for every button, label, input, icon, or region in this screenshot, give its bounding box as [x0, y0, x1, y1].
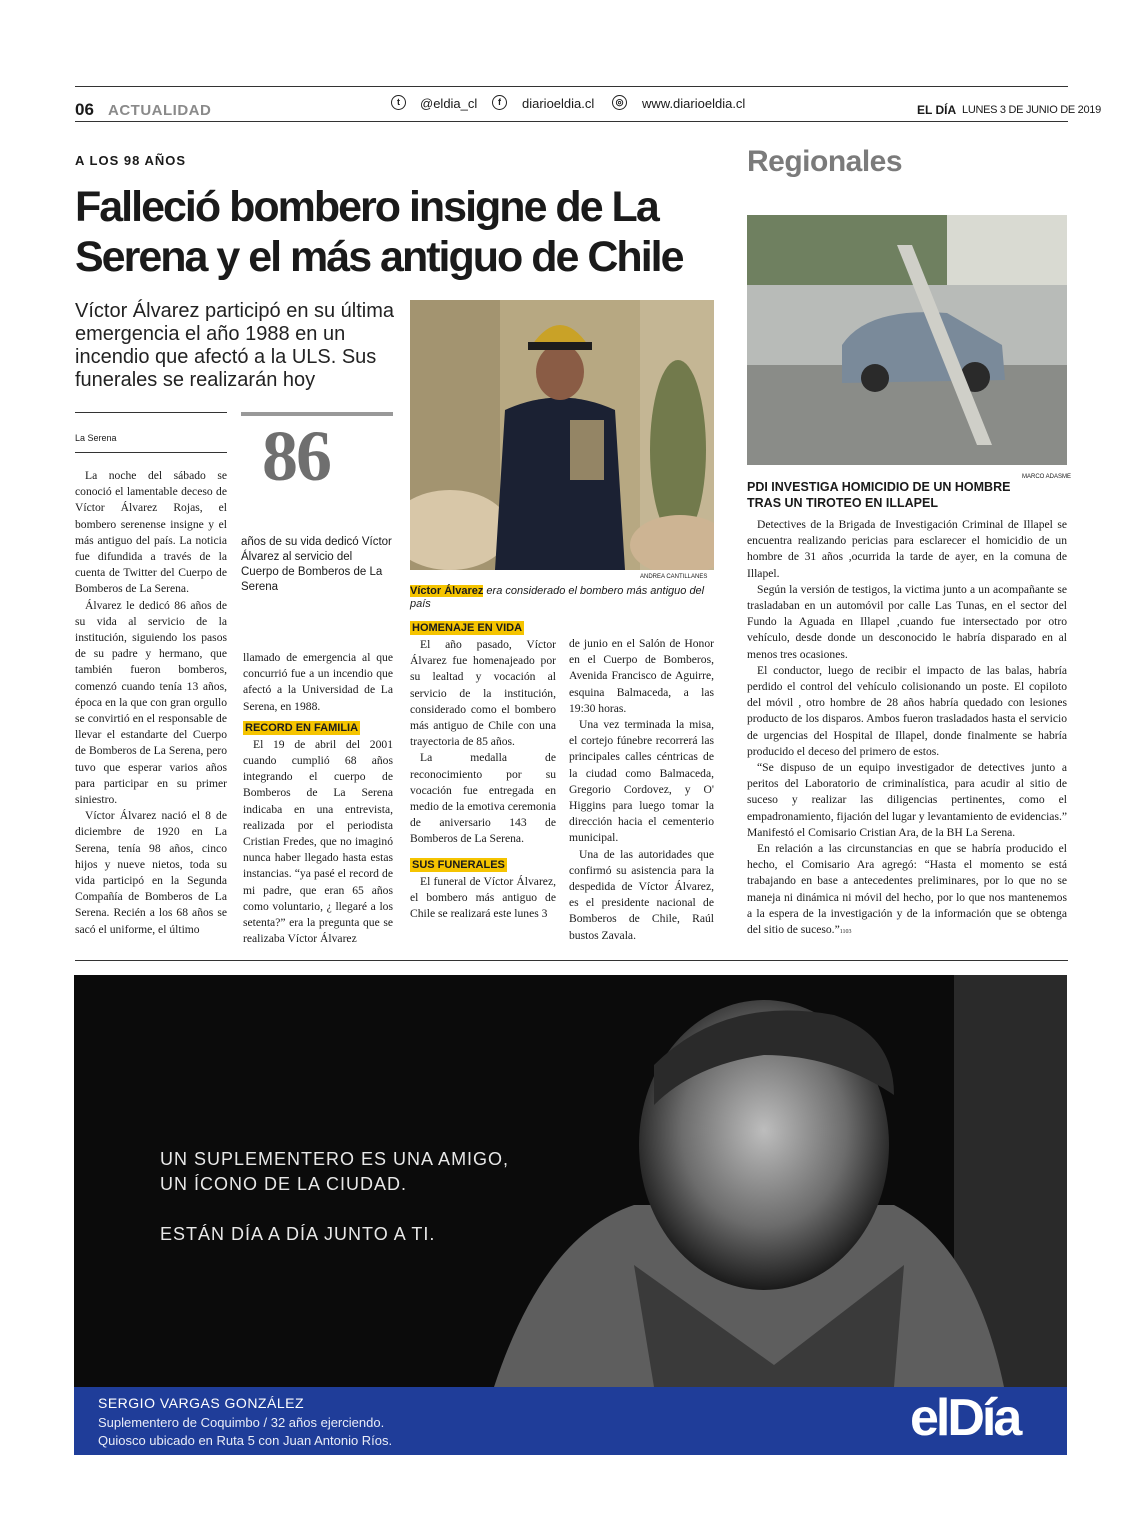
article-column-1: [75, 468, 227, 938]
paragraph: “Se dispuso de un equipo investigador de detectives junto a peritos del Laboratorio de criminalística, para acudir al sitio de suceso y realizar las diligencias pertinentes, como el empadronamiento, fijación del lugar y levantamiento de evidencias.” Manifestó el Comisario Cristian Ara, de la BH La Serena.: [747, 761, 1067, 839]
facebook-page[interactable]: diarioeldia.cl: [522, 96, 595, 111]
subhead-funerales: SUS FUNERALES: [412, 858, 505, 871]
article-bottom-rule: [75, 960, 1068, 961]
twitter-handle[interactable]: @eldia_cl: [420, 96, 478, 111]
website-link[interactable]: www.diarioeldia.cl: [642, 96, 746, 111]
paragraph-text: En relación a las circunstancias en que se habría producido el hecho, el Comisario Ara agregó: “Hasta el momento se está trabajando en base a antecedentes preliminares, por lo que no se maneja ni dinámica ni móvil del hecho, por lo que nos mantenemos a la espera de la investigación y de la información que se obtenga del sitio de suceso.”: [747, 842, 1067, 937]
paragraph: La noche del sábado se conoció el lamentable deceso de Víctor Álvarez Rojas, el bombero serenense insigne y el más antiguo del país. La noticia fue difundida a través de la cuenta de Twitter del Cuerpo de Bomberos de La Serena.: [75, 469, 227, 596]
subhead-homenaje: HOMENAJE EN VIDA: [412, 622, 523, 634]
sign-off: 1103: [839, 929, 852, 936]
caption-name: Víctor Álvarez: [410, 585, 484, 597]
ad-tagline-1: UN SUPLEMENTERO ES UNA AMIGO,: [160, 1149, 510, 1169]
top-rule: [75, 86, 1068, 87]
paragraph: de junio en el Salón de Honor en el Cuerpo de Bomberos, Avenida Francisco de Aguirre, esquina Balmaceda, a las 19:30 horas.: [569, 637, 714, 715]
regionales-headline: PDI INVESTIGA HOMICIDIO DE UN HOMBRE TRAS UN TIROTEO EN ILLAPEL: [747, 480, 1011, 510]
photo-credit-regionales: MARCO ADASME: [1022, 474, 1072, 480]
article-dek: Víctor Álvarez participó en su última emergencia el año 1988 en un incendio que afectó a la ULS. Sus funerales se realizarán hoy: [75, 300, 395, 391]
ad-tagline-3: ESTÁN DÍA A DÍA JUNTO A TI.: [160, 1224, 436, 1244]
paragraph: Una vez terminada la misa, el cortejo fúnebre recorrerá las principales calles céntricas de la ciudad como Balmaceda, Gregorio Cordovez, y O' Higgins para luego tomar la dirección hacia el cementerio municipal.: [569, 718, 714, 845]
paragraph: La medalla de reconocimiento por su vocación fue entregada en medio de la emotiva ceremonia de aniversario 143 de Bomberos de La Serena.: [410, 751, 556, 846]
paragraph: El conductor, luego de recibir el impacto de las balas, habría perdido el control del vehículo colisionando un poste. El copiloto del móvil , otro hombre de 28 años habría quedado con lesiones producto de los disparos. Ambos fueron trasladados hasta el servicio de urgencias del Hospital de Illapel, donde finalmente se habría producido el deceso del primero de estos.: [747, 663, 1067, 758]
regionales-title: Regionales: [747, 145, 903, 178]
paragraph: Detectives de la Brigada de Investigación Criminal de Illapel se encuentra realizando pericias para esclarecer el homicidio de un hombre de 31 años ,ocurrida la tarde de ayer, en la comuna de Illapel.: [747, 518, 1067, 580]
issue-date: LUNES 3 DE JUNIO DE 2019: [962, 104, 1101, 116]
crash-photo-art: [747, 215, 1067, 465]
photo-credit: ANDREA CANTILLANES: [640, 574, 708, 580]
crash-photo: [747, 215, 1067, 465]
paragraph: llamado de emergencia al que concurrió fue a un incendio que afectó a la Universidad de La Serena, en 1988.: [243, 651, 393, 713]
firefighter-photo: [410, 300, 714, 570]
section-label: ACTUALIDAD: [108, 102, 212, 119]
firefighter-photo-art: [410, 300, 714, 570]
ad-vendor-location: Quiosco ubicado en Ruta 5 con Juan Antonio Ríos.: [98, 1433, 393, 1448]
ad-tagline-2: UN ÍCONO DE LA CIUDAD.: [160, 1174, 408, 1194]
big-number: 86: [262, 416, 330, 496]
article-column-4: [569, 636, 714, 944]
paragraph: Víctor Álvarez nació el 8 de diciembre de 1920 en La Serena, tenía 98 años, cinco hijos y nueve nietos, toda su vida participó en la Segunda Compañía de Bomberos de La Serena. Recién a los 68 años se sacó el uniforme, el último: [75, 809, 227, 936]
facebook-icon[interactable]: f: [492, 95, 507, 110]
page-number: 06: [75, 100, 94, 119]
paragraph: El año pasado, Víctor Álvarez fue homenajeado por su lealtad y vocación al servicio de la institución, considerado como el bombero más antiguo de Chile con una trayectoria de 85 años.: [410, 638, 556, 749]
ad-vendor-name: SERGIO VARGAS GONZÁLEZ: [98, 1395, 305, 1411]
dek-rule: [75, 412, 227, 413]
regionales-body: [747, 517, 1067, 940]
subhead-record: RECORD EN FAMILIA: [245, 721, 359, 734]
paragraph: [747, 841, 1067, 940]
header-rule: [75, 121, 1068, 122]
article-headline: Falleció bombero insigne de La Serena y el más antiguo de Chile: [75, 183, 683, 281]
article-column-2: [243, 650, 393, 947]
web-icon[interactable]: ◎: [612, 95, 627, 110]
paper-name: EL DÍA: [917, 103, 957, 117]
ad-vendor-role: Suplementero de Coquimbo / 32 años ejerciendo.: [98, 1415, 385, 1430]
big-number-caption: años de su vida dedicó Víctor Álvarez al servicio del Cuerpo de Bomberos de La Serena: [241, 536, 392, 593]
twitter-icon[interactable]: t: [391, 95, 406, 110]
location-rule: [75, 452, 227, 453]
photo-caption: [410, 585, 714, 611]
paragraph: Álvarez le dedicó 86 años de su vida al servicio de la institución, siguiendo los pasos de su padre y hermano, que también fueron bomberos, comenzó cuando tenía 13 años, época en la que con gran orgullo se convirtió en el responsable de llevar el estandarte del Cuerpo de Bomberos de La Serena, pero tuvo que esperar varios años para participar en su primer siniestro.: [75, 598, 227, 807]
caption-text: era considerado el bombero más antiguo del país: [410, 585, 705, 610]
article-kicker: A LOS 98 AÑOS: [75, 153, 187, 168]
paragraph: El funeral de Víctor Álvarez, el bombero más antiguo de Chile se realizará este lunes 3: [410, 874, 556, 921]
paragraph: El 19 de abril del 2001 cuando cumplió 68 años integrando el cuerpo de Bomberos de La Serena indicaba en una entrevista, realizada por el periodista Cristian Fredes, que no imaginó nunca haber llegado hasta estas instancias. “ya pasé el record de mi padre, que eran 65 años como voluntario, ¿ llegaré a los setenta?” era la pregunta que se realizaba Víctor Álvarez: [243, 737, 393, 946]
article-location: La Serena: [75, 433, 117, 443]
paragraph: Una de las autoridades que confirmó su asistencia para la despedida de Víctor Álvarez, es el presidente nacional de Bomberos de Chile, Raúl bustos Zavala.: [569, 847, 714, 942]
eldia-logo: elDía: [910, 1389, 1020, 1447]
article-column-3: [410, 620, 556, 922]
paragraph: Según la versión de testigos, la victima junto a un acompañante se trasladaban en un automóvil por calle Las Tunas, en el sector del Fundo la Aguada en Illapel ,cuando fue intersectado por otro vehículo, desde donde un desconocido le habría disparado en al menos tres ocasiones.: [747, 582, 1067, 661]
